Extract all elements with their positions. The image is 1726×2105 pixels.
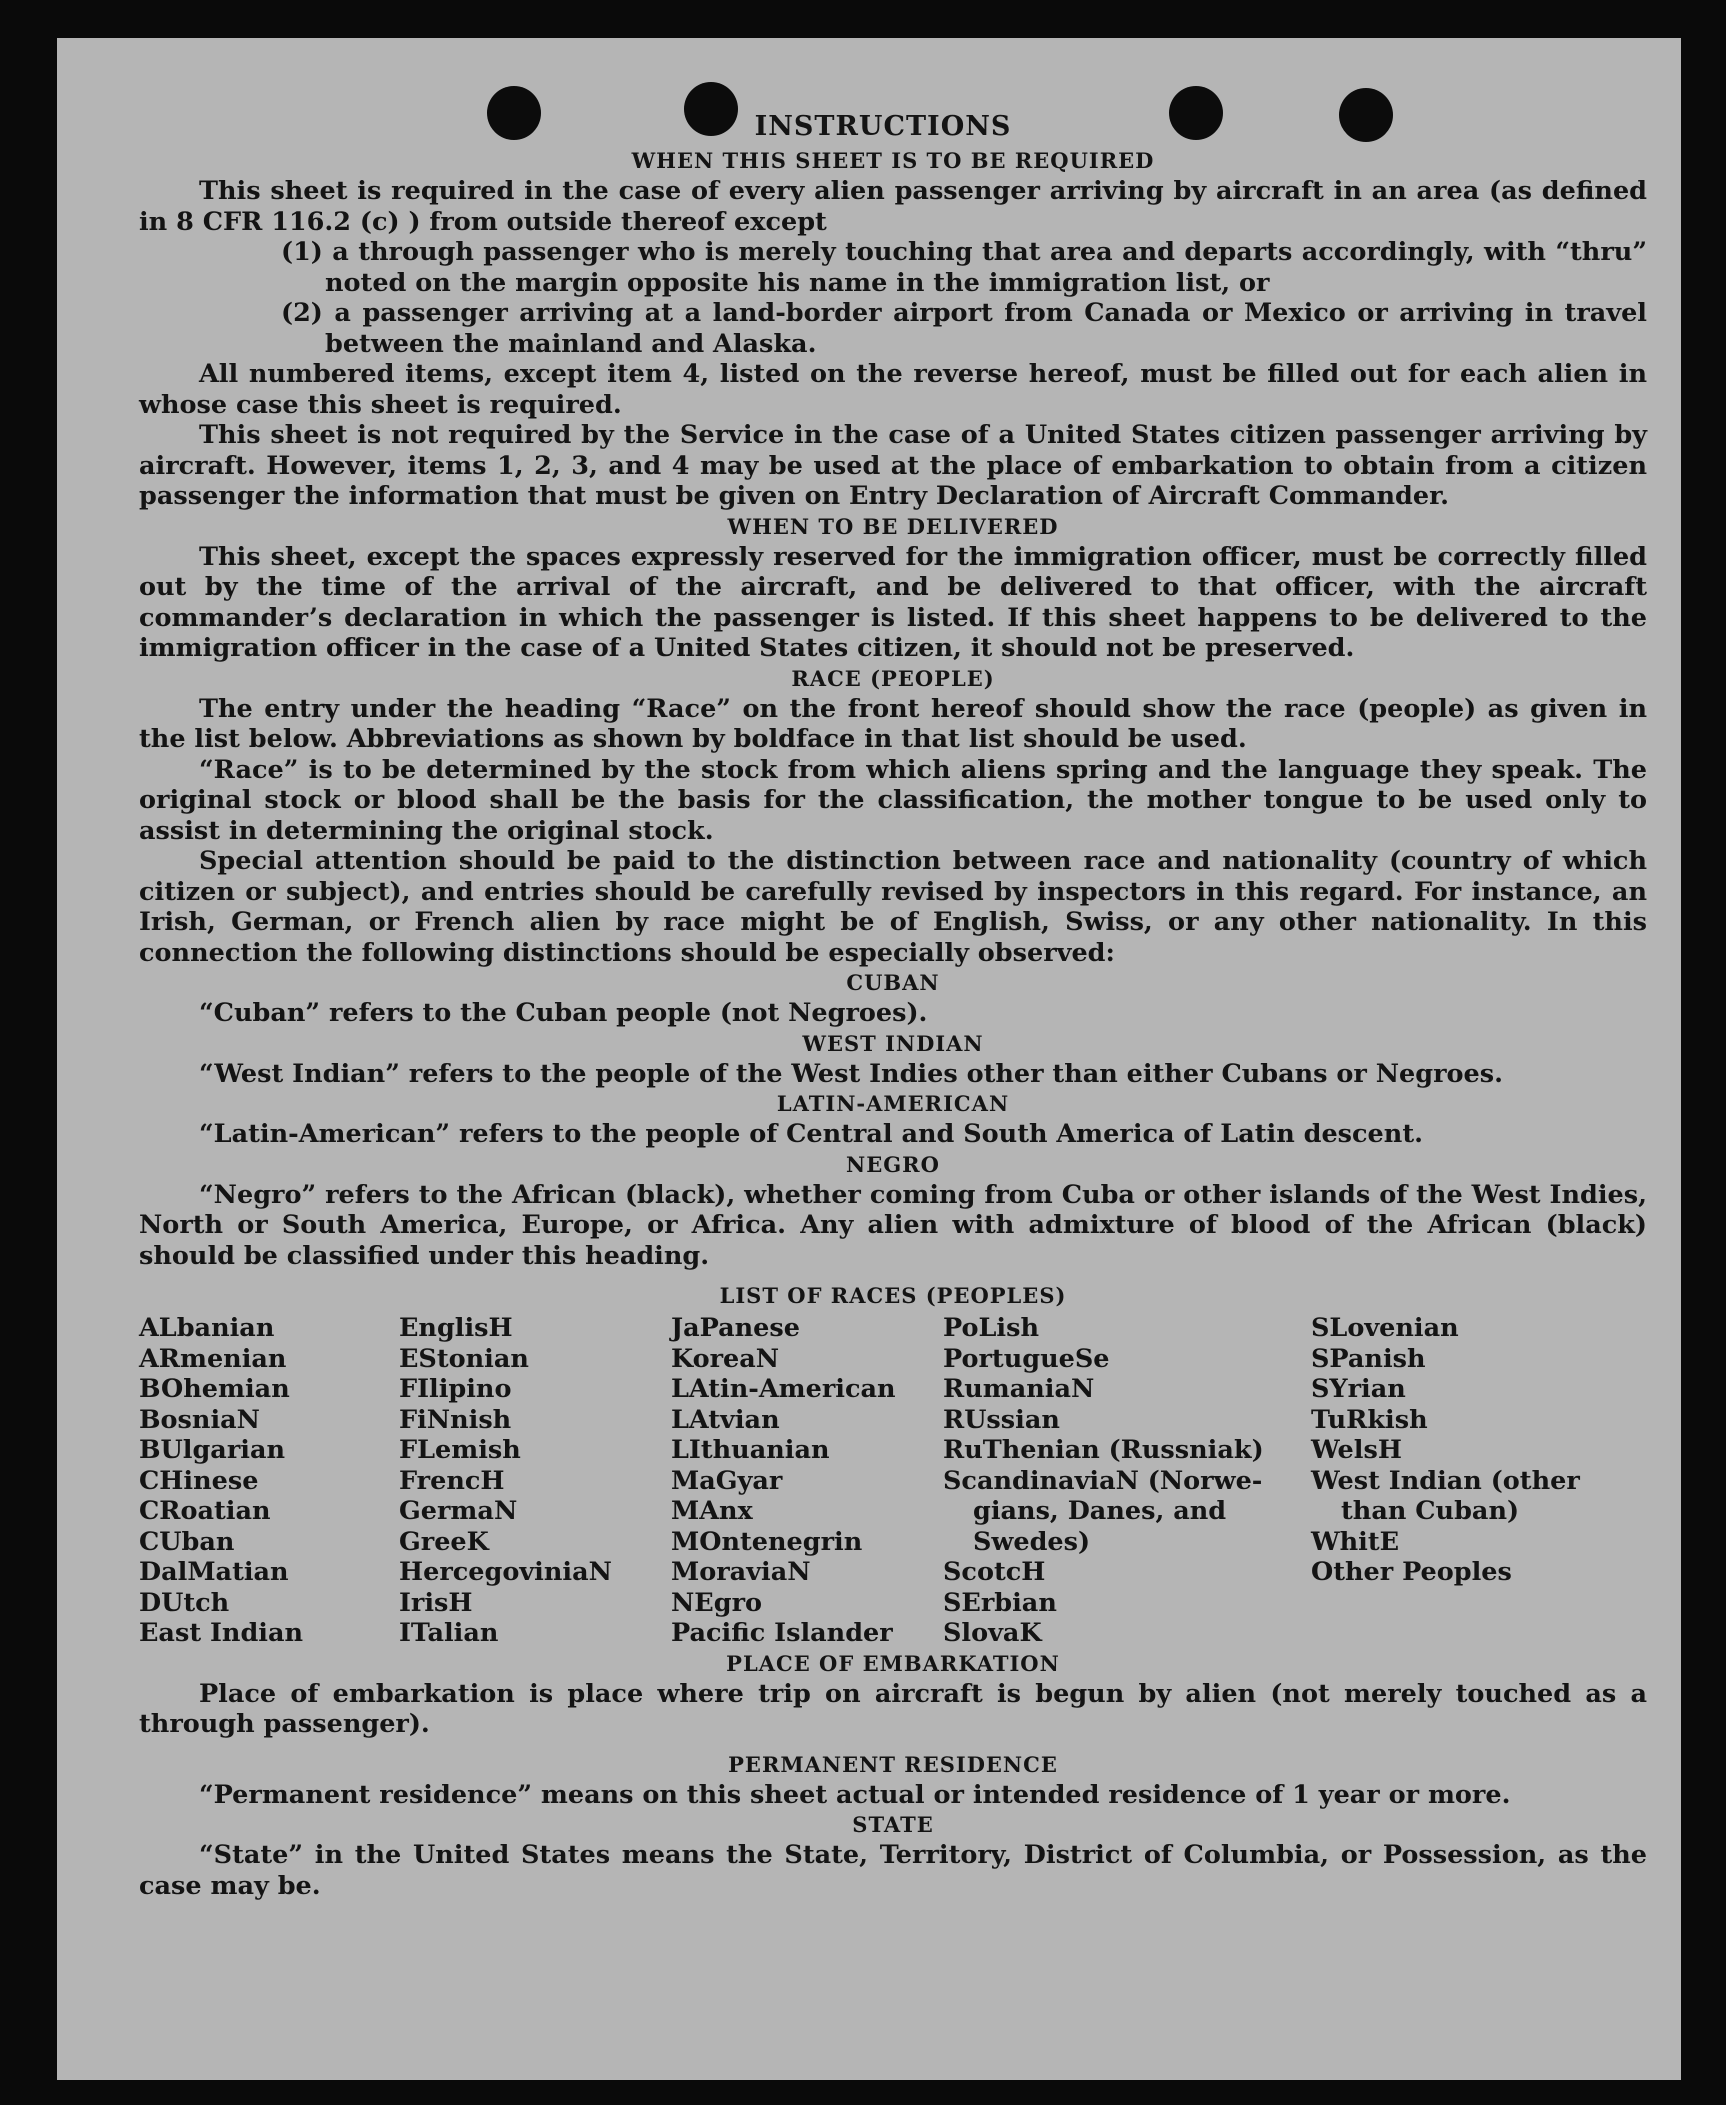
document-sheet <box>57 38 1681 2080</box>
race-item: gians, Danes, and <box>973 1496 1227 1526</box>
west-indian-text: “West Indian” refers to the people of the West Indies other than either Cubans or Negroes. <box>199 1058 1503 1089</box>
race-item: IrisH <box>399 1587 473 1618</box>
race-item: GermaN <box>399 1496 518 1526</box>
race-item: TuRkish <box>1311 1404 1428 1435</box>
race-item: BUlgarian <box>139 1435 286 1465</box>
when-required-para-2: All numbered items, except item 4, listed on the reverse hereof, must be filled out for each alien in whose case this sheet is required. <box>139 359 1647 420</box>
race-item: MaGyar <box>671 1465 783 1496</box>
race-item: FiNnish <box>399 1404 512 1435</box>
race-item: SPanish <box>1311 1343 1426 1374</box>
heading-when-required: WHEN THIS SHEET IS TO BE REQUIRED <box>631 148 1155 173</box>
race-item: than Cuban) <box>1341 1496 1520 1526</box>
heading-state: STATE <box>852 1812 934 1837</box>
race-item: JaPanese <box>671 1313 800 1343</box>
race-item: Pacific Islander <box>671 1618 893 1648</box>
race-item: LIthuanian <box>671 1435 830 1465</box>
race-item: West Indian (other <box>1311 1465 1580 1496</box>
race-item: BosniaN <box>139 1404 260 1435</box>
race-item: FLemish <box>399 1435 521 1465</box>
race-item: RumaniaN <box>943 1374 1095 1404</box>
race-item: ARmenian <box>139 1343 287 1374</box>
race-item: East Indian <box>139 1618 304 1648</box>
race-item: FrencH <box>399 1465 505 1496</box>
race-item: KoreaN <box>671 1343 780 1374</box>
instructions-content <box>139 108 1647 1901</box>
race-item: RUssian <box>943 1404 1060 1435</box>
race-item: ScandinaviaN (Norwe- <box>943 1465 1263 1496</box>
race-item: LAtvian <box>671 1404 780 1435</box>
race-item: MoraviaN <box>671 1557 811 1587</box>
races-column-4 <box>943 1313 1311 1649</box>
heading-list-of-races: LIST OF RACES (PEOPLES) <box>719 1283 1067 1308</box>
race-item: ITalian <box>399 1618 499 1648</box>
heading-permanent-residence: PERMANENT RESIDENCE <box>728 1751 1058 1777</box>
race-item: CRoatian <box>139 1496 271 1526</box>
heading-when-delivered: WHEN TO BE DELIVERED <box>727 513 1059 539</box>
race-item: PortugueSe <box>943 1343 1110 1374</box>
heading-latin-american: LATIN-AMERICAN <box>776 1091 1010 1116</box>
races-column-3 <box>671 1313 943 1649</box>
heading-race: RACE (PEOPLE) <box>791 665 995 691</box>
race-item: Other Peoples <box>1311 1557 1512 1587</box>
races-column-2 <box>399 1313 671 1649</box>
race-para-3: Special attention should be paid to the distinction between race and nationality (country of which citizen or subject), and entries should be carefully revised by inspectors in this regard. For instance, an Irish, German, or French alien by race might be of English, Swiss, or any other nationality. In this connection the following distinctions should be especially observed: <box>139 846 1647 968</box>
race-item: PoLish <box>943 1313 1040 1343</box>
race-item: Swedes) <box>973 1526 1091 1557</box>
negro-text: “Negro” refers to the African (black), whether coming from Cuba or other islands of the West Indies, North or South America, Europe, or Africa. Any alien with admixture of blood of the African (black) should be classified under this heading. <box>139 1179 1647 1271</box>
races-column-5 <box>1311 1313 1611 1649</box>
race-item: EStonian <box>399 1343 529 1374</box>
embarkation-text: Place of embarkation is place where trip on aircraft is begun by alien (not merely touched as a through passenger). <box>139 1678 1647 1739</box>
cuban-text: “Cuban” refers to the Cuban people (not Negroes). <box>199 998 928 1028</box>
heading-negro: NEGRO <box>846 1151 940 1177</box>
race-item: WhitE <box>1311 1526 1400 1557</box>
race-item: NEgro <box>671 1587 763 1618</box>
when-required-item-2: (2) a passenger arriving at a land-border airport from Canada or Mexico or arriving in travel between the mainland and Alaska. <box>281 298 1647 359</box>
race-item: RuThenian (Russniak) <box>943 1435 1264 1465</box>
heading-cuban: CUBAN <box>846 970 940 995</box>
when-delivered-text: This sheet, except the spaces expressly reserved for the immigration officer, must be correctly filled out by the time of the arrival of the aircraft, and be delivered to that officer, with the aircraft commander’s declaration in which the passenger is listed. If this sheet happens to be delivered to the immigration officer in the case of a United States citizen, it should not be preserved. <box>139 541 1647 663</box>
race-item: CUban <box>139 1526 235 1557</box>
races-list <box>139 1313 1647 1649</box>
race-item: BOhemian <box>139 1374 290 1404</box>
when-required-intro: This sheet is required in the case of every alien passenger arriving by aircraft in an area (as defined in 8 CFR 116.2 (c) ) from outside thereof except <box>139 176 1647 237</box>
heading-embarkation: PLACE OF EMBARKATION <box>726 1650 1060 1676</box>
heading-west-indian: WEST INDIAN <box>802 1030 984 1056</box>
race-item: MAnx <box>671 1496 753 1526</box>
latin-american-text: “Latin-American” refers to the people of Central and South America of Latin descent. <box>199 1119 1423 1149</box>
race-para-1: The entry under the heading “Race” on the front hereof should show the race (people) as given in the list below. Abbreviations as shown by boldface in that list should be used. <box>139 693 1647 754</box>
state-text: “State” in the United States means the State, Territory, District of Columbia, or Possession, as the case may be. <box>139 1840 1647 1901</box>
race-item: WelsH <box>1311 1435 1402 1465</box>
race-item: GreeK <box>399 1526 489 1557</box>
page-title: INSTRUCTIONS <box>754 111 1012 142</box>
race-item: HercegoviniaN <box>399 1557 612 1587</box>
race-item: ALbanian <box>139 1313 275 1343</box>
races-column-1 <box>139 1313 399 1649</box>
race-item: EnglisH <box>399 1313 513 1343</box>
race-item: SErbian <box>943 1587 1057 1618</box>
when-required-item-1: (1) a through passenger who is merely touching that area and departs accordingly, with “thru” noted on the margin opposite his name in the immigration list, or <box>281 237 1647 298</box>
race-item: DalMatian <box>139 1557 289 1587</box>
permanent-residence-text: “Permanent residence” means on this sheet actual or intended residence of 1 year or more. <box>199 1779 1511 1810</box>
race-item: ScotcH <box>943 1557 1046 1587</box>
race-item: FIlipino <box>399 1374 512 1404</box>
race-item: SLovenian <box>1311 1313 1459 1343</box>
race-item: SlovaK <box>943 1618 1042 1648</box>
race-item: CHinese <box>139 1465 259 1496</box>
when-required-para-3: This sheet is not required by the Service in the case of a United States citizen passenger arriving by aircraft. However, items 1, 2, 3, and 4 may be used at the place of embarkation to obtain from a citizen passenger the information that must be given on Entry Declaration of Aircraft Commander. <box>139 420 1647 511</box>
race-item: LAtin-American <box>671 1374 896 1404</box>
race-para-2: “Race” is to be determined by the stock from which aliens spring and the language they speak. The original stock or blood shall be the basis for the classification, the mother tongue to be used only to assist in determining the original stock. <box>139 754 1647 846</box>
race-item: SYrian <box>1311 1374 1406 1404</box>
race-item: DUtch <box>139 1587 230 1618</box>
race-item: MOntenegrin <box>671 1526 863 1557</box>
